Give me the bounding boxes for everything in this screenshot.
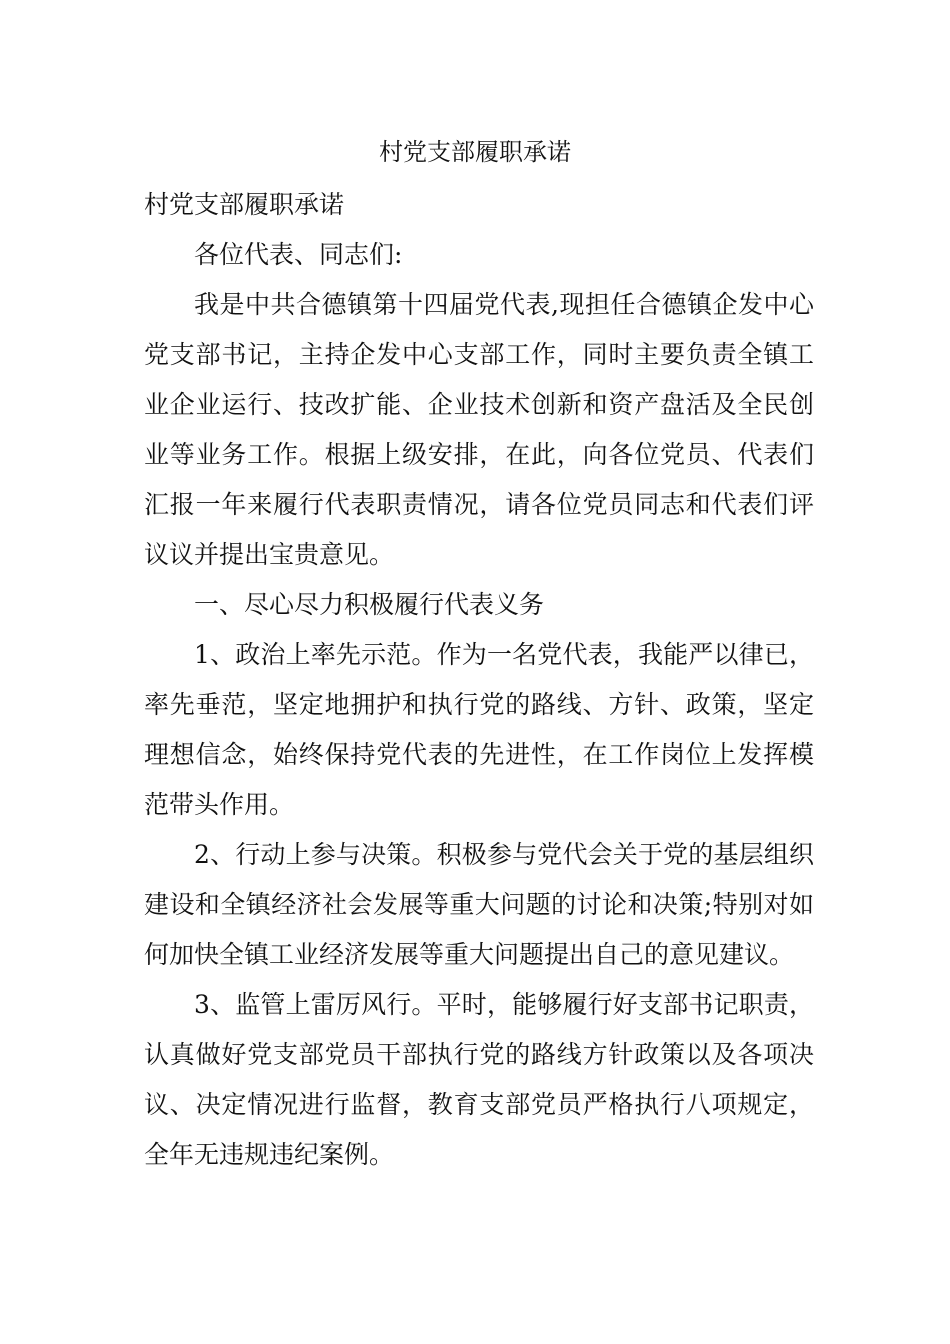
section-heading: 一、尽心尽力积极履行代表义务 xyxy=(194,590,545,619)
document-title: 村党支部履职承诺 xyxy=(379,138,571,166)
subtitle-paragraph: 村党支部履职承诺 xyxy=(144,190,345,219)
item-paragraph-3: 3、监管上雷厉风行。平时，能够履行好支部书记职责，认真做好党支部党员干部执行党的路线方针政策以及各项决议、决定情况进行监督，教育支部党员严格执行八项规定，全年无违规违纪案例。 xyxy=(144,990,814,1169)
intro-paragraph: 我是中共合德镇第十四届党代表,现担任合德镇企发中心党支部书记，主持企发中心支部工作，同时主要负责全镇工业企业运行、技改扩能、企业技术创新和资产盘活及全民创业等业务工作。根据上级安排，在此，向各位党员、代表们汇报一年来履行代表职责情况，请各位党员同志和代表们评议议并提出宝贵意见。 xyxy=(144,290,814,569)
item-paragraph-2: 2、行动上参与决策。积极参与党代会关于党的基层组织建设和全镇经济社会发展等重大问题的讨论和决策;特别对如何加快全镇工业经济发展等重大问题提出自己的意见建议。 xyxy=(144,840,814,969)
document-body xyxy=(144,180,814,1180)
item-paragraph-1: 1、政治上率先示范。作为一名党代表，我能严以律已，率先垂范，坚定地拥护和执行党的路线、方针、政策，坚定理想信念，始终保持党代表的先进性，在工作岗位上发挥模范带头作用。 xyxy=(144,640,814,819)
salutation-paragraph: 各位代表、同志们: xyxy=(194,240,403,269)
